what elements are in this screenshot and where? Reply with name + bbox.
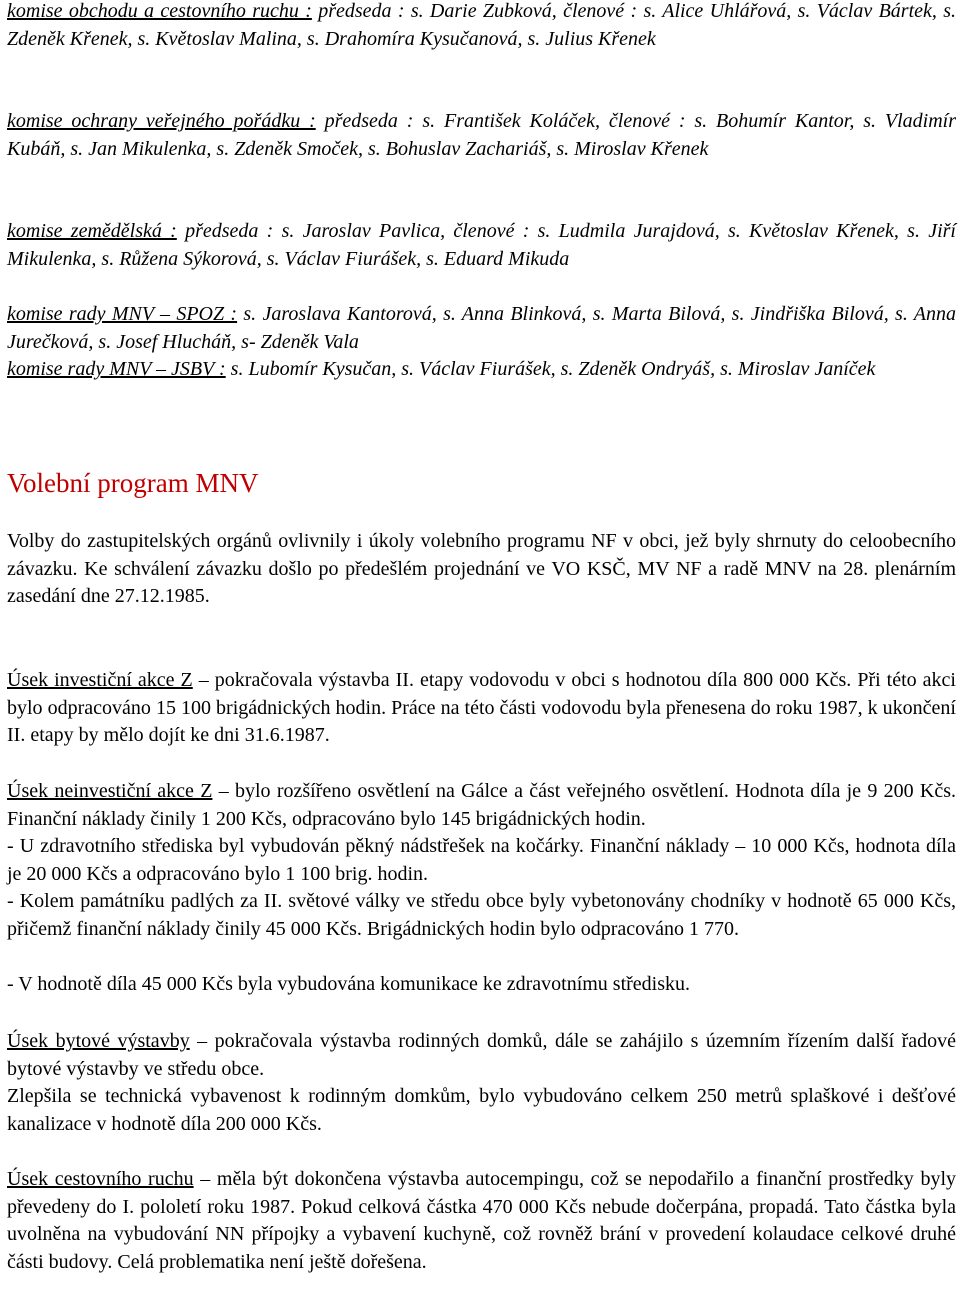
section-investicni [7, 667, 956, 750]
section-neinvesticni-item-3: - V hodnotě díla 45 000 Kčs byla vybudována komunikace ke zdravotnímu středisku. [7, 973, 691, 995]
commission-spoz-text: s. Jaroslava Kantorová, s. Anna Blinková, s. Marta Bilová, s. Jindřiška Bilová, s. Anna Jurečková, s. Josef Hlucháň, s- Zdeněk Vala [7, 303, 956, 353]
section-heading-volebni-program: Volební program MNV [7, 468, 259, 498]
commission-zemedelska-text: předseda : s. Jaroslav Pavlica, členové : s. Ludmila Jurajdová, s. Květoslav Křenek, s. Jiří Mikulenka, s. Růžena Sýkorová, s. Václav Fiurášek, s. Eduard Mikuda [7, 220, 956, 270]
section-neinvesticni-item-2: - Kolem památníku padlých za II. světové války ve středu obce byly vybetonovány chodníky v hodnotě 65 000 Kčs, přičemž finanční náklady činily 45 000 Kčs. Brigádnických hodin bylo odpracováno 1 770. [7, 890, 956, 940]
commission-obchod-label: komise obchodu a cestovního ruchu : [7, 0, 312, 22]
section-investicni-label: Úsek investiční akce Z [7, 669, 193, 691]
commission-obchod [7, 0, 956, 53]
commission-jsbv-text: s. Lubomír Kysučan, s. Václav Fiurášek, s. Zdeněk Ondryáš, s. Miroslav Janíček [225, 358, 876, 380]
section-bytove [7, 1028, 956, 1083]
section-neinvesticni-text: – bylo rozšířeno osvětlení na Gálce a část veřejného osvětlení. Hodnota díla je 9 200 Kčs. Finanční náklady činily 1 200 Kčs, odpracováno bylo 145 brigádnických hodin. [7, 780, 957, 830]
section-cestovni-text: – měla být dokončena výstavba autocempingu, což se nepodařilo a finanční prostředky byly převedeny do I. pololetí roku 1987. Pokud celková částka 470 000 Kčs nebude dočerpána, propadá. Tato částka byla uvolněna na vybudování NN přípojky a vybavení kuchyně, což rovněž brání v provedení kolaudace celkové druhé části budovy. Celá problematika není ještě dořešena. [7, 1168, 957, 1273]
commission-spoz-label: komise rady MNV – SPOZ : [7, 303, 238, 325]
program-intro: Volby do zastupitelských orgánů ovlivnily i úkoly volebního programu NF v obci, jež byly shrnuty do celoobecního závazku. Ke schválení závazku došlo po předešlém projednání ve VO KSČ, MV NF a radě MNV na 28. plenárním zasedání dne 27.12.1985. [7, 530, 956, 607]
section-neinvesticni-item-1: - U zdravotního střediska byl vybudován pěkný nádstřešek na kočárky. Finanční náklady – 10 000 Kčs, hodnota díla je 20 000 Kčs a odpracováno bylo 1 100 brig. hodin. [7, 835, 956, 885]
commission-spoz [7, 301, 956, 356]
section-investicni-text: – pokračovala výstavba II. etapy vodovodu v obci s hodnotou díla 800 000 Kčs. Při této akci bylo odpracováno 15 100 brigádnických hodin. Práce na této části vodovodu byla přenesena do roku 1987, k ukončení II. etapy by mělo dojít ke dni 31.6.1987. [7, 669, 956, 746]
section-bytove-extra: Zlepšila se technická vybavenost k rodinným domkům, bylo vybudováno celkem 250 metrů splaškové i dešťové kanalizace v hodnotě díla 200 000 Kčs. [7, 1085, 956, 1135]
section-neinvesticni [7, 778, 956, 833]
commission-poradek-label: komise ochrany veřejného pořádku : [7, 110, 316, 132]
commission-poradek [7, 108, 956, 163]
commission-poradek-text: předseda : s. František Koláček, členové : s. Bohumír Kantor, s. Vladimír Kubáň, s. Jan Mikulenka, s. Zdeněk Smoček, s. Bohuslav Zachariáš, s. Miroslav Křenek [7, 110, 956, 160]
commission-zemedelska-label: komise zemědělská : [7, 220, 177, 242]
section-bytove-label: Úsek bytové výstavby [7, 1030, 190, 1052]
section-bytove-text: – pokračovala výstavba rodinných domků, dále se zahájilo s územním řízením další řadové bytové výstavby ve středu obce. [7, 1030, 957, 1080]
section-cestovni [7, 1166, 956, 1276]
section-neinvesticni-label: Úsek neinvestiční akce Z [7, 780, 213, 802]
commission-jsbv [7, 356, 956, 384]
commission-jsbv-label: komise rady MNV – JSBV : [7, 358, 226, 380]
section-cestovni-label: Úsek cestovního ruchu [7, 1168, 194, 1190]
commission-zemedelska [7, 218, 956, 273]
commission-obchod-text: předseda : s. Darie Zubková, členové : s. Alice Uhlářová, s. Václav Bártek, s. Zdeněk Křenek, s. Květoslav Malina, s. Drahomíra Kysučanová, s. Julius Křenek [7, 0, 956, 50]
